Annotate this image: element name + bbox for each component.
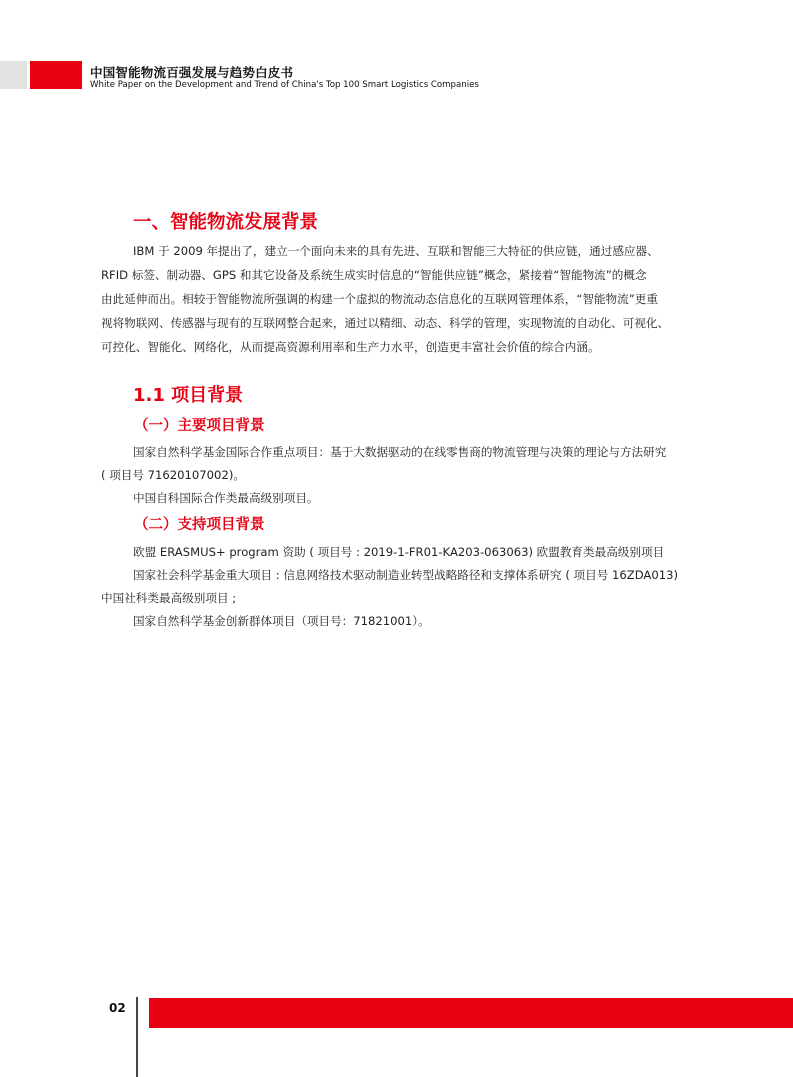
section-heading-project-background: 1.1 项目背景 (133, 385, 244, 406)
paragraph-line: IBM 于 2009 年提出了，建立一个面向未来的具有先进、互联和智能三大特征的供应链，通过感应器、 (133, 244, 659, 258)
page-number: 02 (109, 1001, 126, 1015)
subheading-support-projects: （二）支持项目背景 (134, 517, 265, 533)
project-line: 中国自科国际合作类最高级别项目。 (133, 491, 319, 505)
paragraph-line: 可控化、智能化、网络化，从而提高资源利用率和生产力水平，创造更丰富社会价值的综合内涵。 (101, 340, 600, 354)
project-line: 中国社科类最高级别项目 ; (101, 591, 237, 605)
paragraph-line: 视将物联网、传感器与现有的互联网整合起来，通过以精细、动态、科学的管理，实现物流的自动化、可视化、 (101, 316, 670, 330)
header-red-block (30, 61, 82, 89)
section-heading-background: 一、智能物流发展背景 (133, 212, 319, 233)
project-line: ( 项目号 71620107002)。 (101, 468, 245, 482)
project-line: 国家社会科学基金重大项目 : 信息网络技术驱动制造业转型战略路径和支撑体系研究 ( 项目号 16ZDA013) (133, 568, 679, 582)
paragraph-line: 由此延伸而出。相较于智能物流所强调的构建一个虚拟的物流动态信息化的互联网管理体系，“智能物流”更重 (101, 292, 658, 306)
footer-divider (136, 997, 138, 1077)
paragraph-line: RFID 标签、制动器、GPS 和其它设备及系统生成实时信息的“智能供应链”概念，紧接着“智能物流”的概念 (101, 268, 647, 282)
document-subtitle: White Paper on the Development and Trend of China's Top 100 Smart Logistics Companies (90, 80, 479, 90)
project-line: 国家自然科学基金创新群体项目（项目号：71821001）。 (133, 614, 430, 628)
document-title: 中国智能物流百强发展与趋势白皮书 (90, 65, 294, 80)
footer-red-bar (149, 998, 793, 1028)
subheading-main-projects: （一）主要项目背景 (134, 418, 265, 434)
header-gray-block (0, 61, 27, 89)
project-line: 国家自然科学基金国际合作重点项目：基于大数据驱动的在线零售商的物流管理与决策的理论与方法研究 (133, 445, 667, 459)
project-line: 欧盟 ERASMUS+ program 资助 ( 项目号 : 2019-1-FR01-KA203-063063) 欧盟教育类最高级别项目 (133, 545, 665, 559)
